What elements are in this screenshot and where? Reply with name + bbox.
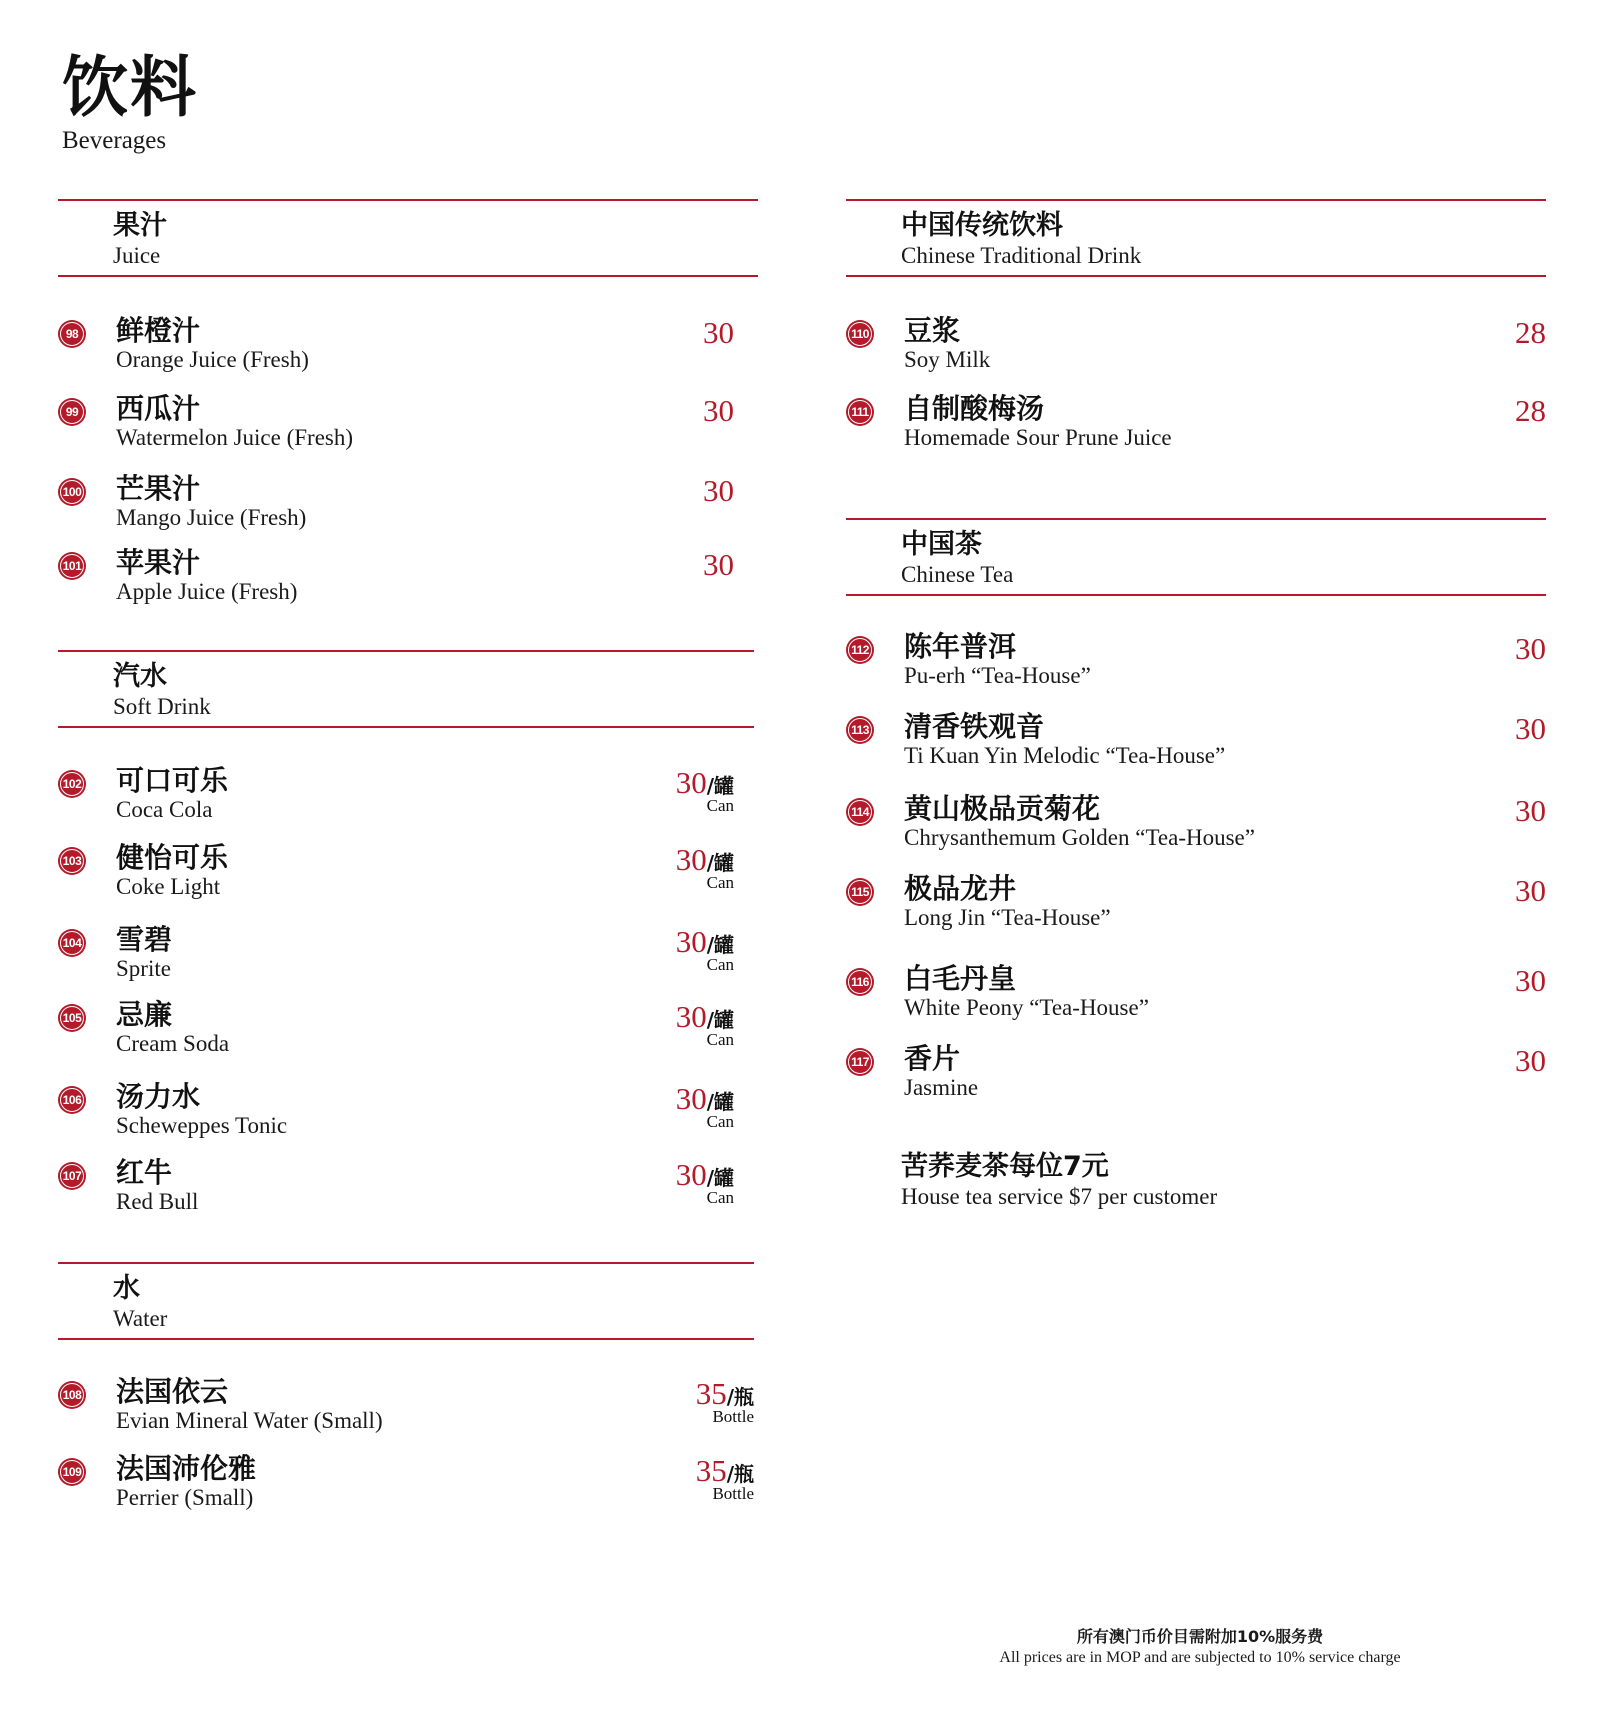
section-traditional-header	[846, 199, 1546, 277]
page-title-zh: 饮料	[62, 49, 198, 126]
item-name-en: Coke Light	[116, 874, 221, 899]
item-price: 30	[703, 547, 734, 582]
menu-item	[58, 764, 748, 842]
section-header	[58, 199, 758, 277]
menu-item	[846, 962, 1546, 1040]
item-name-zh: 陈年普洱	[904, 630, 1017, 663]
menu-item	[58, 1080, 748, 1158]
item-number-badge: 100	[58, 478, 86, 506]
item-number-badge: 114	[846, 798, 874, 826]
item-price	[676, 1082, 734, 1130]
item-name-zh: 极品龙井	[904, 872, 1017, 905]
menu-item	[846, 392, 1546, 470]
item-number-badge: 105	[58, 1004, 86, 1032]
menu-item	[58, 1156, 748, 1234]
item-name-en: Coca Cola	[116, 797, 213, 822]
item-price	[676, 843, 734, 891]
item-name-en: Pu-erh “Tea-House”	[904, 663, 1091, 688]
section-title-zh: 汽水	[113, 661, 167, 692]
house-tea-note	[901, 1150, 1217, 1210]
section-title-en: Chinese Traditional Drink	[901, 243, 1142, 268]
item-price	[676, 925, 734, 973]
house-tea-en: House tea service $7 per customer	[901, 1184, 1218, 1209]
unit-zh: /罐	[706, 933, 734, 957]
item-name-zh: 黄山极品贡菊花	[904, 792, 1101, 825]
item-number-badge: 113	[846, 716, 874, 744]
item-name-en: Long Jin “Tea-House”	[904, 905, 1111, 930]
menu-item	[58, 392, 748, 470]
item-name-zh: 香片	[904, 1042, 961, 1075]
item-name-en: Homemade Sour Prune Juice	[904, 425, 1172, 450]
item-name-en: Jasmine	[904, 1075, 979, 1100]
section-water-header	[58, 1262, 754, 1340]
item-price: 30	[1515, 1043, 1546, 1078]
page-title	[62, 49, 198, 156]
price-value: 30	[675, 765, 707, 800]
item-number-badge: 112	[846, 636, 874, 664]
unit-zh: /罐	[706, 1008, 734, 1032]
menu-item	[58, 546, 748, 624]
menu-item	[846, 1042, 1546, 1120]
item-price: 30	[1515, 963, 1546, 998]
menu-item	[58, 314, 748, 392]
menu-item	[58, 1452, 754, 1530]
section-tea-header	[846, 518, 1546, 596]
section-title-zh: 中国传统饮料	[901, 210, 1063, 241]
item-price	[676, 766, 734, 814]
item-price: 30	[1515, 873, 1546, 908]
item-number-badge: 117	[846, 1048, 874, 1076]
unit-zh: /罐	[706, 851, 734, 875]
menu-item	[58, 923, 748, 1001]
item-price	[676, 1000, 734, 1048]
item-price: 30	[703, 315, 734, 350]
unit-en: Bottle	[712, 1484, 754, 1503]
menu-item	[58, 472, 748, 550]
item-name-en: Orange Juice (Fresh)	[116, 347, 309, 372]
item-name-en: Cream Soda	[116, 1031, 230, 1056]
service-charge-footer	[980, 1626, 1420, 1668]
item-name-en: Watermelon Juice (Fresh)	[116, 425, 354, 450]
item-name-zh: 苹果汁	[116, 546, 201, 579]
item-price	[696, 1377, 754, 1425]
item-price: 30	[1515, 631, 1546, 666]
item-name-zh: 西瓜汁	[116, 392, 201, 425]
item-price: 30	[703, 393, 734, 428]
section-soft-drink-header	[58, 650, 754, 728]
unit-en: Can	[706, 955, 734, 974]
price-value: 35	[695, 1376, 727, 1411]
item-name-zh: 汤力水	[116, 1080, 201, 1113]
item-number-badge: 98	[58, 320, 86, 348]
menu-item	[58, 1375, 754, 1453]
item-name-zh: 法国依云	[116, 1375, 229, 1408]
menu-item	[846, 314, 1546, 392]
menu-item	[846, 710, 1546, 788]
item-number-badge: 103	[58, 847, 86, 875]
item-name-zh: 可口可乐	[116, 764, 229, 797]
item-name-en: Soy Milk	[904, 347, 991, 372]
item-number-badge: 104	[58, 929, 86, 957]
unit-en: Can	[706, 1188, 734, 1207]
item-number-badge: 116	[846, 968, 874, 996]
item-number-badge: 106	[58, 1086, 86, 1114]
item-number-badge: 109	[58, 1458, 86, 1486]
item-number-badge: 110	[846, 320, 874, 348]
item-number-badge: 101	[58, 552, 86, 580]
item-name-en: Mango Juice (Fresh)	[116, 505, 307, 530]
item-number-badge: 102	[58, 770, 86, 798]
price-value: 30	[675, 842, 707, 877]
item-name-zh: 红牛	[116, 1156, 173, 1189]
price-value: 30	[675, 1081, 707, 1116]
unit-zh: /瓶	[726, 1385, 754, 1409]
page-title-en: Beverages	[62, 127, 167, 154]
unit-en: Can	[706, 1112, 734, 1131]
footer-zh: 所有澳门币价目需附加10%服务费	[1076, 1627, 1324, 1646]
menu-item	[846, 792, 1546, 870]
item-name-zh: 雪碧	[116, 923, 173, 956]
menu-item	[58, 841, 748, 919]
menu-item	[846, 630, 1546, 708]
item-name-en: Evian Mineral Water (Small)	[116, 1408, 383, 1433]
menu-item	[58, 998, 748, 1076]
item-name-zh: 自制酸梅汤	[904, 392, 1045, 425]
item-price: 30	[703, 473, 734, 508]
item-name-en: White Peony “Tea-House”	[904, 995, 1149, 1020]
item-name-en: Chrysanthemum Golden “Tea-House”	[904, 825, 1255, 850]
unit-en: Can	[706, 873, 734, 892]
item-name-en: Perrier (Small)	[116, 1485, 254, 1510]
item-price: 30	[1515, 793, 1546, 828]
unit-zh: /罐	[706, 774, 734, 798]
section-title-en: Juice	[113, 243, 161, 268]
item-name-zh: 芒果汁	[116, 472, 201, 505]
item-name-zh: 忌廉	[116, 998, 173, 1031]
item-name-zh: 清香铁观音	[904, 710, 1045, 743]
unit-en: Bottle	[712, 1407, 754, 1426]
item-name-zh: 白毛丹皇	[904, 962, 1017, 995]
unit-en: Can	[706, 1030, 734, 1049]
section-title-en: Soft Drink	[113, 694, 211, 719]
section-title-zh: 水	[113, 1273, 140, 1304]
section-title-en: Water	[113, 1306, 168, 1331]
section-title-en: Chinese Tea	[901, 562, 1014, 587]
unit-en: Can	[706, 796, 734, 815]
price-value: 35	[695, 1453, 727, 1488]
item-name-en: Red Bull	[116, 1189, 199, 1214]
price-value: 30	[675, 1157, 707, 1192]
item-name-zh: 鲜橙汁	[116, 314, 201, 347]
price-value: 30	[675, 999, 707, 1034]
item-name-en: Scheweppes Tonic	[116, 1113, 288, 1138]
unit-zh: /罐	[706, 1090, 734, 1114]
item-number-badge: 108	[58, 1381, 86, 1409]
item-name-en: Apple Juice (Fresh)	[116, 579, 298, 604]
item-price: 30	[1515, 711, 1546, 746]
item-price: 28	[1515, 315, 1546, 350]
unit-zh: /罐	[706, 1166, 734, 1190]
item-name-zh: 法国沛伦雅	[116, 1452, 257, 1485]
item-number-badge: 99	[58, 398, 86, 426]
right-column	[846, 199, 1546, 277]
unit-zh: /瓶	[726, 1462, 754, 1486]
section-title-zh: 果汁	[113, 210, 167, 241]
house-tea-zh: 苦荞麦茶每位7元	[901, 1151, 1109, 1182]
item-name-zh: 健怡可乐	[116, 841, 229, 874]
price-value: 30	[675, 924, 707, 959]
item-number-badge: 115	[846, 878, 874, 906]
menu-item	[846, 872, 1546, 950]
item-price	[676, 1158, 734, 1206]
footer-en: All prices are in MOP and are subjected to 10% service charge	[999, 1649, 1401, 1666]
item-number-badge: 111	[846, 398, 874, 426]
item-name-en: Sprite	[116, 956, 171, 981]
item-price	[696, 1454, 754, 1502]
item-name-zh: 豆浆	[904, 314, 961, 347]
item-price: 28	[1515, 393, 1546, 428]
item-name-en: Ti Kuan Yin Melodic “Tea-House”	[904, 743, 1226, 768]
item-number-badge: 107	[58, 1162, 86, 1190]
section-title-zh: 中国茶	[901, 529, 982, 560]
